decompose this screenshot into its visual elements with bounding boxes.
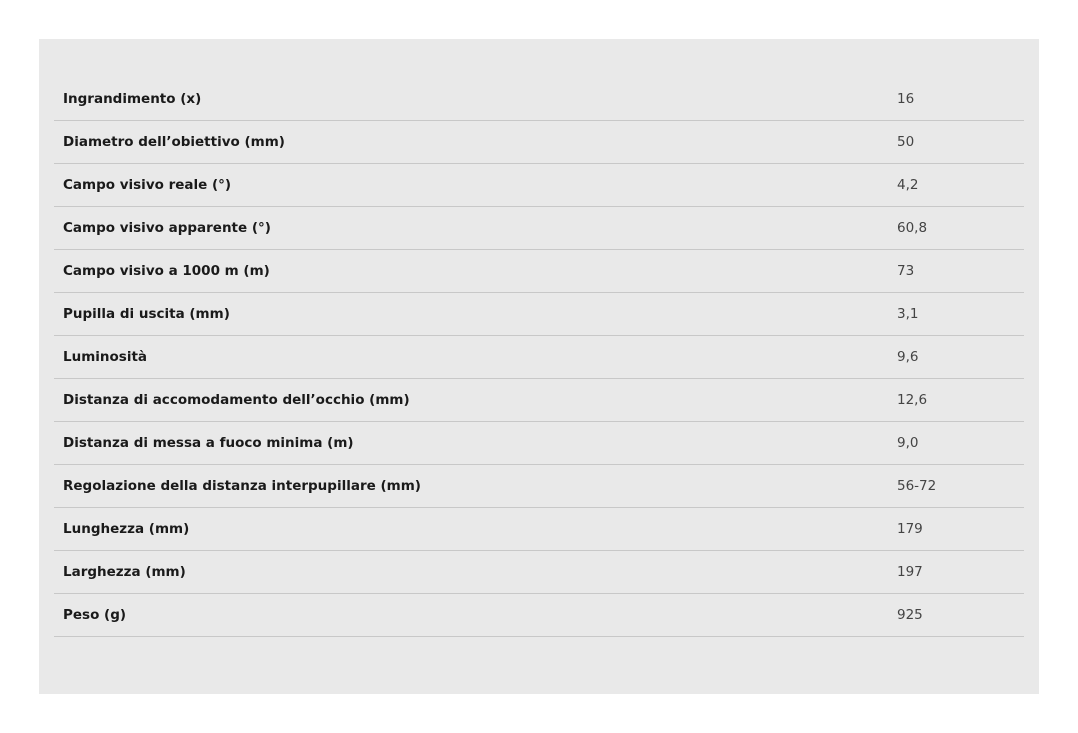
spec-label: Regolazione della distanza interpupillare (mm) — [63, 478, 421, 494]
spec-value: 50 — [897, 134, 915, 150]
spec-label: Peso (g) — [63, 607, 127, 623]
spec-value: 12,6 — [897, 392, 928, 408]
spec-row — [54, 508, 1024, 551]
spec-row — [54, 422, 1024, 465]
spec-row — [54, 465, 1024, 508]
spec-value: 60,8 — [897, 220, 928, 236]
spec-label: Lunghezza (mm) — [63, 521, 190, 537]
spec-row — [54, 250, 1024, 293]
spec-row — [54, 207, 1024, 250]
spec-value: 925 — [897, 607, 923, 623]
spec-label: Distanza di messa a fuoco minima (m) — [63, 435, 354, 451]
spec-row — [54, 379, 1024, 422]
spec-value: 3,1 — [897, 306, 919, 322]
spec-label: Pupilla di uscita (mm) — [63, 306, 230, 322]
spec-value: 73 — [897, 263, 915, 279]
spec-value: 16 — [897, 91, 915, 107]
spec-value: 9,0 — [897, 435, 919, 451]
spec-value: 179 — [897, 521, 923, 537]
spec-row — [54, 78, 1024, 121]
spec-label: Ingrandimento (x) — [63, 91, 202, 107]
specifications-table — [54, 78, 1024, 637]
specifications-panel — [39, 39, 1039, 694]
spec-row — [54, 336, 1024, 379]
spec-value: 56-72 — [897, 478, 937, 494]
spec-label: Distanza di accomodamento dell’occhio (mm) — [63, 392, 410, 408]
spec-label: Luminosità — [63, 349, 148, 365]
spec-label: Campo visivo apparente (°) — [63, 220, 271, 236]
spec-row — [54, 594, 1024, 637]
spec-label: Campo visivo reale (°) — [63, 177, 232, 193]
spec-row — [54, 121, 1024, 164]
spec-row — [54, 293, 1024, 336]
spec-row — [54, 164, 1024, 207]
spec-label: Diametro dell’obiettivo (mm) — [63, 134, 285, 150]
spec-label: Campo visivo a 1000 m (m) — [63, 263, 270, 279]
spec-row — [54, 551, 1024, 594]
spec-value: 9,6 — [897, 349, 919, 365]
spec-value: 4,2 — [897, 177, 919, 193]
spec-value: 197 — [897, 564, 923, 580]
spec-label: Larghezza (mm) — [63, 564, 186, 580]
